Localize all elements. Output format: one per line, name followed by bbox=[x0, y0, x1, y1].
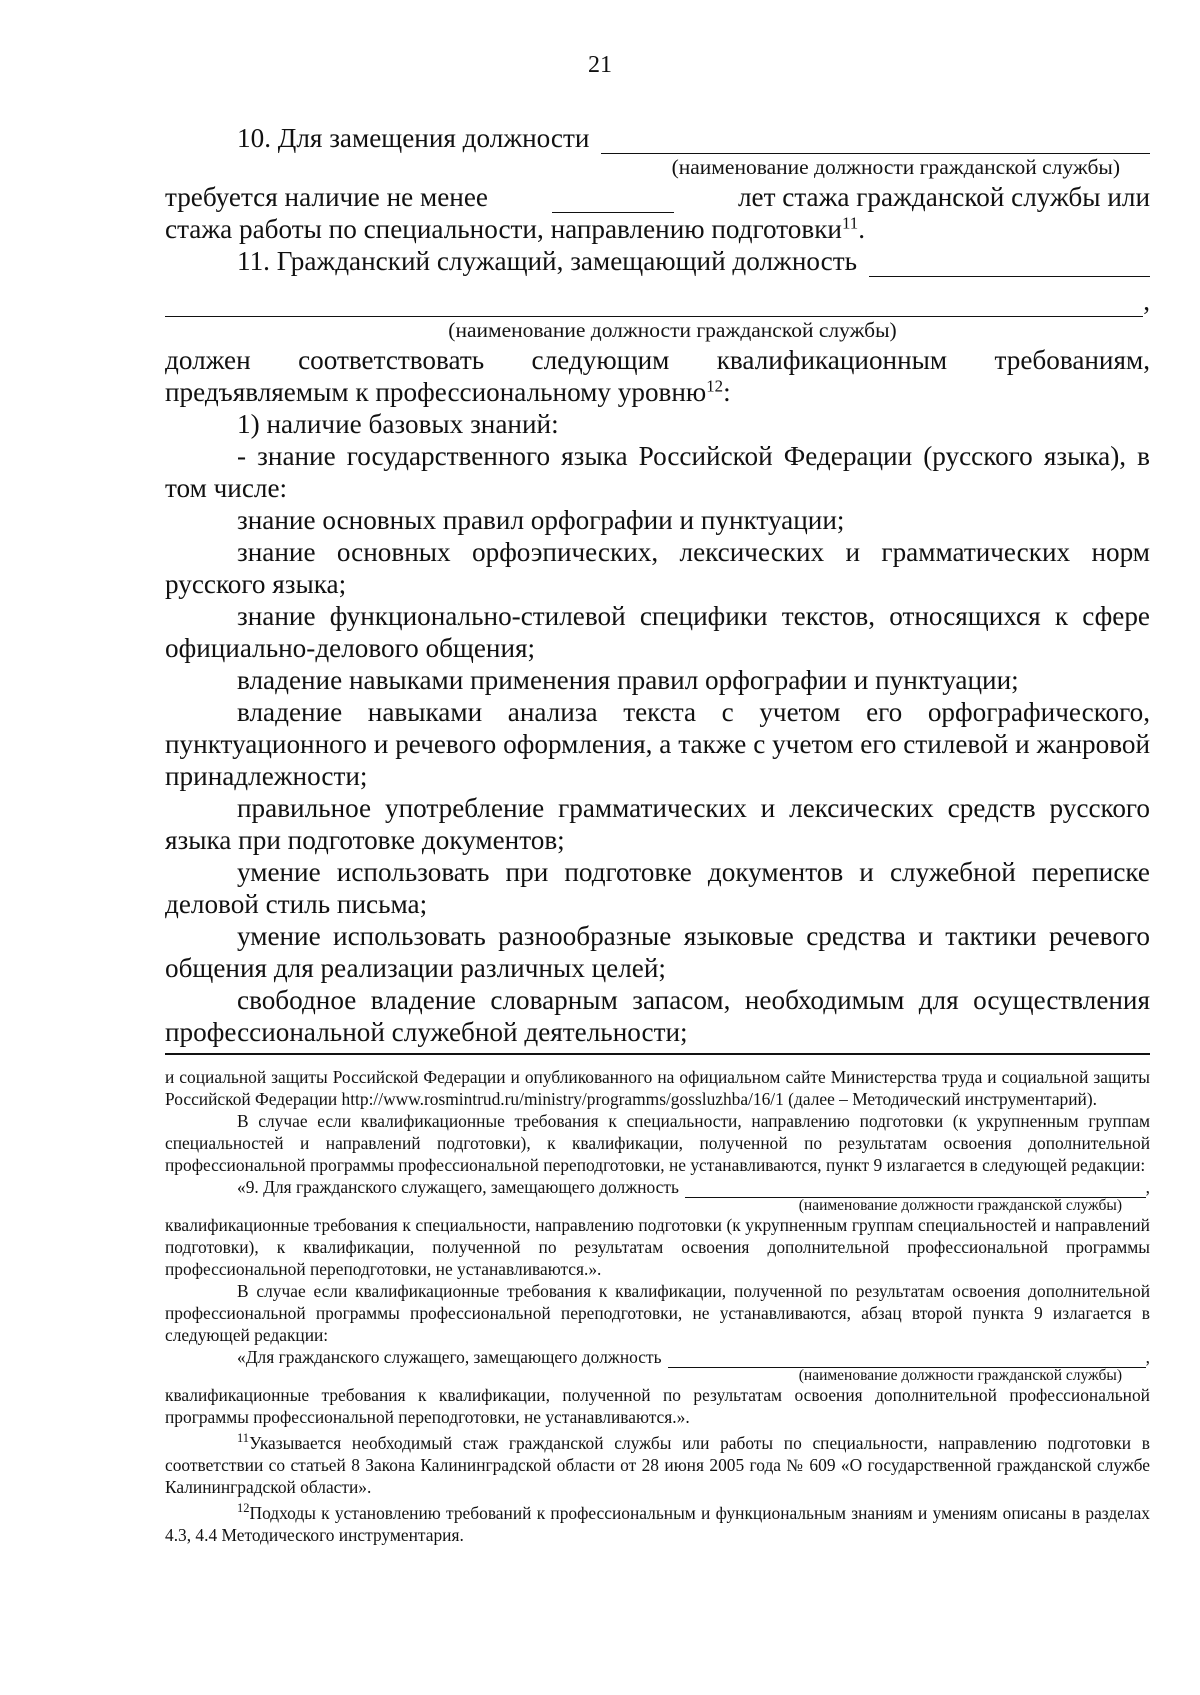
footnote-11-mark: 11 bbox=[237, 1431, 250, 1446]
p11-position-blank-1 bbox=[869, 251, 1150, 277]
quote-2-comma: , bbox=[1145, 1347, 1150, 1367]
p10-position-blank bbox=[601, 128, 1150, 154]
p11-line1: должен соответствовать следующим квалификационным требованиям, bbox=[165, 345, 1150, 375]
footnote-11 bbox=[165, 1432, 1150, 1498]
p10-line2: стажа работы по специальности, направлению подготовки bbox=[165, 214, 842, 244]
p11-line2: предъявляемым к профессиональному уровню bbox=[165, 377, 707, 407]
p10-third-line bbox=[165, 213, 1150, 245]
p11-caption: (наименование должности гражданской службы) bbox=[448, 318, 897, 342]
footnote-12-text: Подходы к установлению требований к профессиональным и функциональным знаниям и умениям описаны в разделах 4.3, 4.4 Методического инструментария. bbox=[165, 1503, 1150, 1545]
p10-tail: лет стажа гражданской службы или bbox=[737, 182, 1150, 212]
p11-position-blank-2 bbox=[165, 291, 1143, 317]
quote-1-comma: , bbox=[1145, 1177, 1150, 1197]
quote-1-first-line bbox=[165, 1176, 1150, 1198]
quote-2-lead: «Для гражданского служащего, замещающего должность bbox=[237, 1347, 662, 1367]
p11-line2-wrap bbox=[165, 376, 1150, 408]
bullet-5: владение навыками анализа текста с учетом его орфографического, пунктуационного и речевого оформления, а также с учетом его стилевой и жанровой принадлежности; bbox=[165, 697, 1150, 791]
bullet-4: владение навыками применения правил орфографии и пунктуации; bbox=[237, 665, 1019, 695]
footnote-12 bbox=[165, 1502, 1150, 1546]
item-1: 1) наличие базовых знаний: bbox=[237, 409, 559, 439]
p11-blank-line bbox=[165, 277, 1150, 317]
bullet-2: знание основных орфоэпических, лексических и грамматических норм русского языка; bbox=[165, 537, 1150, 599]
quote-2-blank bbox=[668, 1351, 1146, 1368]
footnote-ref-11: 11 bbox=[841, 213, 859, 233]
p10-second-line bbox=[165, 181, 1150, 213]
quote-1-lead: «9. Для гражданского служащего, замещающего должность bbox=[237, 1177, 679, 1197]
bullet-8: умение использовать разнообразные языковые средства и тактики речевого общения для реализации различных целей; bbox=[165, 921, 1150, 983]
quote-1-rest: квалификационные требования к специальности, направлению подготовки (к укрупненным группам специальностей и направлений подготовки), к квалификации, полученной по результатам освоения дополнительной профессиональной программы профессиональной переподготовки, не устанавливаются.». bbox=[165, 1215, 1150, 1279]
p11-comma: , bbox=[1143, 286, 1150, 316]
quote-2-rest: квалификационные требования к квалификации, полученной по результатам освоения дополнительной профессиональной программы профессиональной переподготовки, не устанавливаются.». bbox=[165, 1385, 1150, 1427]
footnote-continuation: и социальной защиты Российской Федерации и опубликованного на официальном сайте Министерства труда и социальной защиты Российской Федерации http://www.rosmintrud.ru/ministry/programms/gossluzhba/16/1 (далее – Методический инструментарий). bbox=[165, 1067, 1150, 1109]
footnote-case-1: В случае если квалификационные требования к специальности, направлению подготовки (к укрупненным группам специальностей и направлений подготовки), к квалификации, полученной по результатам освоения дополнительной профессиональной программы профессиональной переподготовки, не устанавливаются, пункт 9 излагается в следующей редакции: bbox=[165, 1111, 1150, 1175]
p11-label: 11. Гражданский служащий, замещающий должность bbox=[237, 246, 858, 276]
footnote-12-mark: 12 bbox=[237, 1501, 250, 1516]
p10-end: . bbox=[858, 214, 866, 244]
quote-1-caption: (наименование должности гражданской службы) bbox=[798, 1197, 1122, 1214]
main-text bbox=[165, 122, 1150, 1048]
footnote-case-2: В случае если квалификационные требования к квалификации, полученной по результатам освоения дополнительной профессиональной программы профессиональной переподготовки, не устанавливаются, абзац второй пункта 9 излагается в следующей редакции: bbox=[165, 1281, 1150, 1345]
bullet-3: знание функционально-стилевой специфики текстов, относящихся к сфере официально-делового общения; bbox=[165, 601, 1150, 663]
bullet-1: знание основных правил орфографии и пунктуации; bbox=[237, 505, 845, 535]
footnote-ref-12: 12 bbox=[706, 376, 724, 396]
footnote-11-text: Указывается необходимый стаж гражданской службы или работы по специальности, направлению подготовки в соответствии со статьей 8 Закона Калининградской области от 28 июня 2005 года № 609 «О государственной гражданской службе Калининградской области». bbox=[165, 1433, 1150, 1497]
p10-caption: (наименование должности гражданской службы) bbox=[671, 155, 1120, 179]
quote-2-caption: (наименование должности гражданской службы) bbox=[798, 1367, 1122, 1384]
page-number: 21 bbox=[588, 52, 612, 78]
p10-first-line bbox=[165, 122, 1150, 154]
p11-colon: : bbox=[723, 377, 731, 407]
quote-2-first-line bbox=[165, 1346, 1150, 1368]
bullet-9: свободное владение словарным запасом, необходимым для осуществления профессиональной служебной деятельности; bbox=[165, 985, 1150, 1047]
footnotes bbox=[165, 1066, 1150, 1546]
p10-label: 10. Для замещения должности bbox=[237, 123, 590, 153]
bullet-6: правильное употребление грамматических и лексических средств русского языка при подготовке документов; bbox=[165, 793, 1150, 855]
footnote-separator bbox=[165, 1053, 1150, 1055]
p10-lead: требуется наличие не менее bbox=[165, 182, 488, 212]
lang-knowledge: - знание государственного языка Российской Федерации (русского языка), в том числе: bbox=[165, 441, 1150, 503]
quote-1-blank bbox=[685, 1181, 1146, 1198]
bullet-7: умение использовать при подготовке документов и служебной переписке деловой стиль письма; bbox=[165, 857, 1150, 919]
p11-first-line bbox=[165, 245, 1150, 277]
p10-years-blank bbox=[552, 187, 674, 213]
